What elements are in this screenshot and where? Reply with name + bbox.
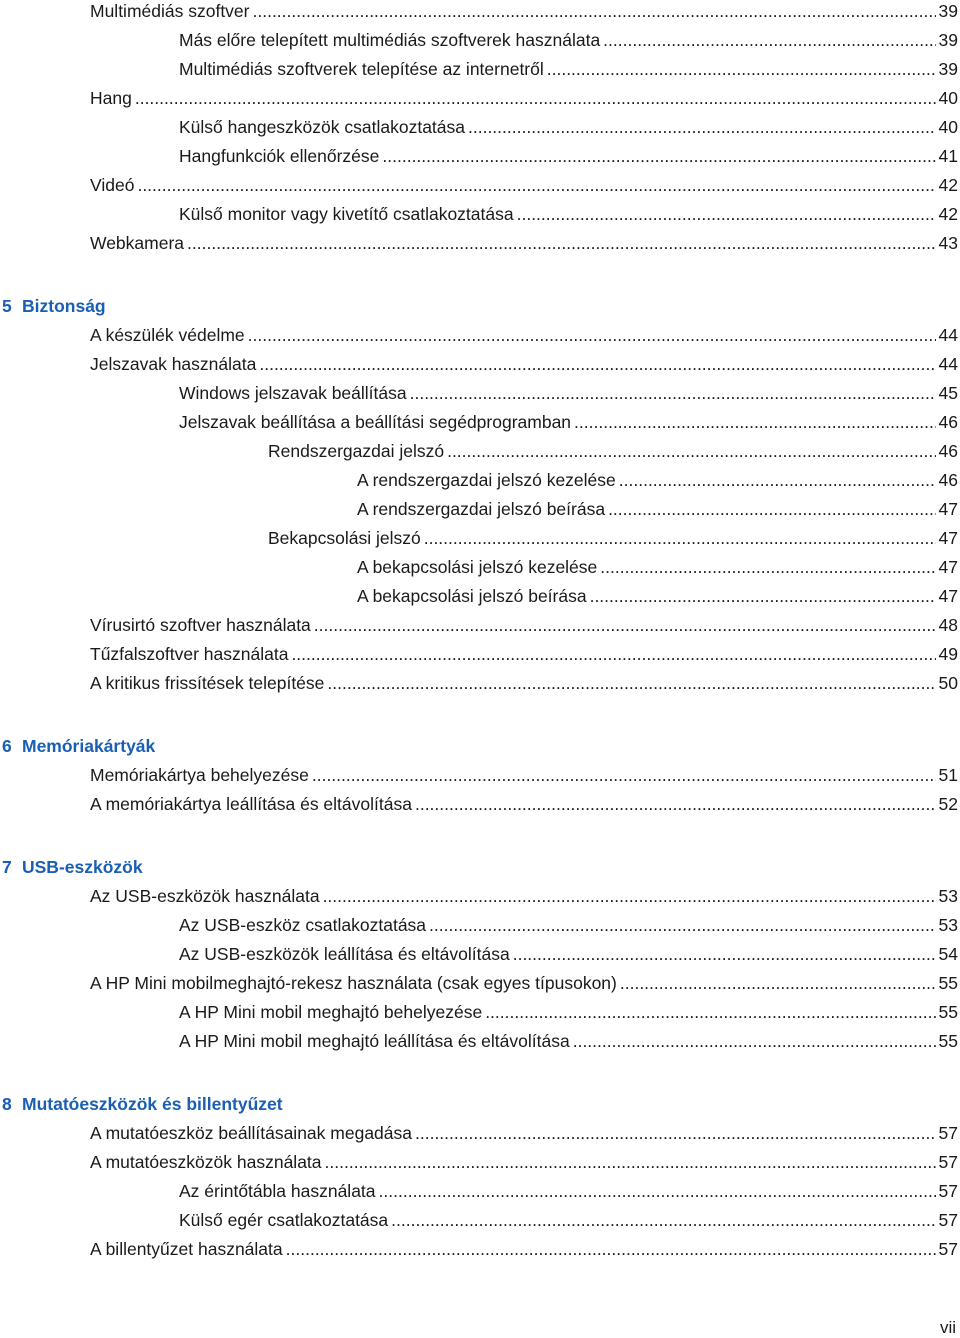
dot-leader xyxy=(517,202,936,226)
dot-leader xyxy=(314,613,936,637)
dot-leader xyxy=(291,642,935,666)
toc-entry-label: Az érintőtábla használata xyxy=(179,1181,376,1201)
toc-entry-label: Az USB-eszközök használata xyxy=(90,886,320,906)
dot-leader xyxy=(410,381,936,405)
toc-entry-page: 47 xyxy=(938,557,958,577)
chapter-number: 7 xyxy=(2,857,12,877)
toc-entry[interactable] xyxy=(0,884,958,908)
dot-leader xyxy=(619,468,936,492)
toc-entry-label: Memóriakártya behelyezése xyxy=(90,765,309,785)
dot-leader xyxy=(603,28,935,52)
toc-entry[interactable] xyxy=(0,763,958,787)
toc-entry-page: 53 xyxy=(938,915,958,935)
dot-leader xyxy=(574,410,935,434)
toc-entry-label: A mutatóeszköz beállításainak megadása xyxy=(90,1123,412,1143)
toc-entry-label: A HP Mini mobilmeghajtó-rekesz használata (csak egyes típusokon) xyxy=(90,973,617,993)
toc-entry-label: A billentyűzet használata xyxy=(90,1239,283,1259)
dot-leader xyxy=(608,497,935,521)
dot-leader xyxy=(312,763,936,787)
toc-entry[interactable] xyxy=(0,86,958,110)
toc-entry-page: 54 xyxy=(938,944,958,964)
dot-leader xyxy=(600,555,935,579)
dot-leader xyxy=(382,144,935,168)
chapter-number: 8 xyxy=(2,1094,12,1114)
dot-leader xyxy=(325,1150,936,1174)
toc-entry[interactable] xyxy=(0,792,958,816)
toc-entry-label: A HP Mini mobil meghajtó leállítása és eltávolítása xyxy=(179,1031,570,1051)
toc-entry-page: 55 xyxy=(938,973,958,993)
toc-entry[interactable] xyxy=(0,468,958,492)
dot-leader xyxy=(547,57,936,81)
toc-entry-label: Hangfunkciók ellenőrzése xyxy=(179,146,380,166)
toc-entry-page: 57 xyxy=(938,1210,958,1230)
toc-entry[interactable] xyxy=(0,971,958,995)
dot-leader xyxy=(248,323,936,347)
toc-entry-label: Videó xyxy=(90,175,135,195)
toc-entry[interactable] xyxy=(0,173,958,197)
dot-leader xyxy=(468,115,936,139)
toc-entry[interactable] xyxy=(0,1179,958,1203)
toc-entry[interactable] xyxy=(0,671,958,695)
toc-entry-page: 50 xyxy=(938,673,958,693)
toc-entry[interactable] xyxy=(0,323,958,347)
toc-entry[interactable] xyxy=(0,613,958,637)
dot-leader xyxy=(415,1121,936,1145)
toc-entry-label: Jelszavak beállítása a beállítási segédprogramban xyxy=(179,412,572,432)
toc-entry[interactable] xyxy=(0,0,958,23)
dot-leader xyxy=(590,584,936,608)
toc-entry[interactable] xyxy=(0,144,958,168)
toc-entry-page: 42 xyxy=(938,175,958,195)
toc-entry-label: Jelszavak használata xyxy=(90,354,257,374)
toc-entry[interactable] xyxy=(0,231,958,255)
toc-entry[interactable] xyxy=(0,1237,958,1261)
dot-leader xyxy=(485,1000,935,1024)
toc-entry-page: 47 xyxy=(938,499,958,519)
toc-entry-label: Windows jelszavak beállítása xyxy=(179,383,407,403)
chapter-heading[interactable] xyxy=(2,855,143,879)
toc-entry[interactable] xyxy=(0,1029,958,1053)
toc-entry-page: 53 xyxy=(938,886,958,906)
toc-entry[interactable] xyxy=(0,352,958,376)
chapter-number: 5 xyxy=(2,296,12,316)
toc-entry[interactable] xyxy=(0,1150,958,1174)
toc-entry-label: A készülék védelme xyxy=(90,325,245,345)
dot-leader xyxy=(259,352,935,376)
toc-entry-page: 51 xyxy=(938,765,958,785)
toc-entry[interactable] xyxy=(0,202,958,226)
toc-entry[interactable] xyxy=(0,28,958,52)
toc-entry-page: 39 xyxy=(938,59,958,79)
toc-entry[interactable] xyxy=(0,115,958,139)
dot-leader xyxy=(415,792,936,816)
dot-leader xyxy=(327,671,935,695)
toc-entry-page: 40 xyxy=(938,88,958,108)
chapter-title: Mutatóeszközök és billentyűzet xyxy=(22,1094,283,1114)
toc-entry-label: Bekapcsolási jelszó xyxy=(268,528,421,548)
dot-leader xyxy=(620,971,936,995)
toc-entry-page: 43 xyxy=(938,233,958,253)
dot-leader xyxy=(391,1208,935,1232)
toc-entry-label: A bekapcsolási jelszó kezelése xyxy=(357,557,598,577)
toc-entry-page: 44 xyxy=(938,325,958,345)
chapter-title: Memóriakártyák xyxy=(22,736,156,756)
toc-entry-label: A bekapcsolási jelszó beírása xyxy=(357,586,587,606)
chapter-heading[interactable] xyxy=(2,734,155,758)
toc-entry-label: Külső monitor vagy kivetítő csatlakoztatása xyxy=(179,204,514,224)
toc-entry-page: 46 xyxy=(938,441,958,461)
dot-leader xyxy=(424,526,936,550)
toc-entry-page: 48 xyxy=(938,615,958,635)
toc-entry[interactable] xyxy=(0,410,958,434)
toc-entry[interactable] xyxy=(0,555,958,579)
dot-leader xyxy=(429,913,935,937)
dot-leader xyxy=(253,0,936,23)
toc-entry[interactable] xyxy=(0,1208,958,1232)
toc-entry-page: 57 xyxy=(938,1181,958,1201)
toc-entry[interactable] xyxy=(0,439,958,463)
toc-entry[interactable] xyxy=(0,584,958,608)
toc-entry-page: 55 xyxy=(938,1002,958,1022)
toc-entry-label: Az USB-eszköz csatlakoztatása xyxy=(179,915,427,935)
chapter-title: USB-eszközök xyxy=(22,857,143,877)
toc-entry[interactable] xyxy=(0,1000,958,1024)
toc-entry-label: Külső egér csatlakoztatása xyxy=(179,1210,389,1230)
toc-entry-page: 45 xyxy=(938,383,958,403)
toc-entry-label: A mutatóeszközök használata xyxy=(90,1152,322,1172)
toc-entry-label: A HP Mini mobil meghajtó behelyezése xyxy=(179,1002,483,1022)
chapter-heading[interactable] xyxy=(2,1092,283,1116)
toc-entry-page: 57 xyxy=(938,1123,958,1143)
toc-entry-page: 57 xyxy=(938,1239,958,1259)
toc-entry-page: 57 xyxy=(938,1152,958,1172)
dot-leader xyxy=(447,439,935,463)
toc-entry[interactable] xyxy=(0,497,958,521)
toc-entry-page: 49 xyxy=(938,644,958,664)
toc-entry-page: 44 xyxy=(938,354,958,374)
dot-leader xyxy=(379,1179,936,1203)
toc-entry-label: Az USB-eszközök leállítása és eltávolítása xyxy=(179,944,510,964)
toc-entry-label: A memóriakártya leállítása és eltávolítása xyxy=(90,794,412,814)
dot-leader xyxy=(573,1029,936,1053)
chapter-heading[interactable] xyxy=(2,294,106,318)
dot-leader xyxy=(135,86,936,110)
toc-entry-page: 40 xyxy=(938,117,958,137)
toc-entry[interactable] xyxy=(0,381,958,405)
toc-entry-label: Tűzfalszoftver használata xyxy=(90,644,289,664)
toc-entry[interactable] xyxy=(0,642,958,666)
dot-leader xyxy=(187,231,936,255)
toc-entry-page: 39 xyxy=(938,1,958,21)
toc-entry-label: A rendszergazdai jelszó beírása xyxy=(357,499,606,519)
page-number: vii xyxy=(939,1318,956,1337)
toc-entry-page: 55 xyxy=(938,1031,958,1051)
toc-entry-page: 46 xyxy=(938,470,958,490)
toc-entry-label: Külső hangeszközök csatlakoztatása xyxy=(179,117,465,137)
toc-entry-label: Vírusirtó szoftver használata xyxy=(90,615,311,635)
toc-entry-page: 42 xyxy=(938,204,958,224)
chapter-title: Biztonság xyxy=(22,296,106,316)
toc-entry-label: A rendszergazdai jelszó kezelése xyxy=(357,470,616,490)
toc-entry-page: 47 xyxy=(938,528,958,548)
toc-entry-label: Rendszergazdai jelszó xyxy=(268,441,445,461)
dot-leader xyxy=(323,884,936,908)
toc-entry-page: 41 xyxy=(938,146,958,166)
toc-entry[interactable] xyxy=(0,942,958,966)
toc-entry-label: Multimédiás szoftverek telepítése az internetről xyxy=(179,59,544,79)
toc-entry[interactable] xyxy=(0,57,958,81)
toc-entry-label: Multimédiás szoftver xyxy=(90,1,250,21)
toc-entry-label: Webkamera xyxy=(90,233,185,253)
toc-entry-page: 39 xyxy=(938,30,958,50)
toc-entry[interactable] xyxy=(0,913,958,937)
toc-entry[interactable] xyxy=(0,1121,958,1145)
toc-entry-page: 47 xyxy=(938,586,958,606)
toc-entry-label: Más előre telepített multimédiás szoftverek használata xyxy=(179,30,601,50)
toc-entry-label: Hang xyxy=(90,88,132,108)
dot-leader xyxy=(513,942,936,966)
toc-entry-page: 46 xyxy=(938,412,958,432)
dot-leader xyxy=(286,1237,936,1261)
toc-entry-page: 52 xyxy=(938,794,958,814)
toc-entry-label: A kritikus frissítések telepítése xyxy=(90,673,325,693)
dot-leader xyxy=(137,173,935,197)
chapter-number: 6 xyxy=(2,736,12,756)
toc-entry[interactable] xyxy=(0,526,958,550)
